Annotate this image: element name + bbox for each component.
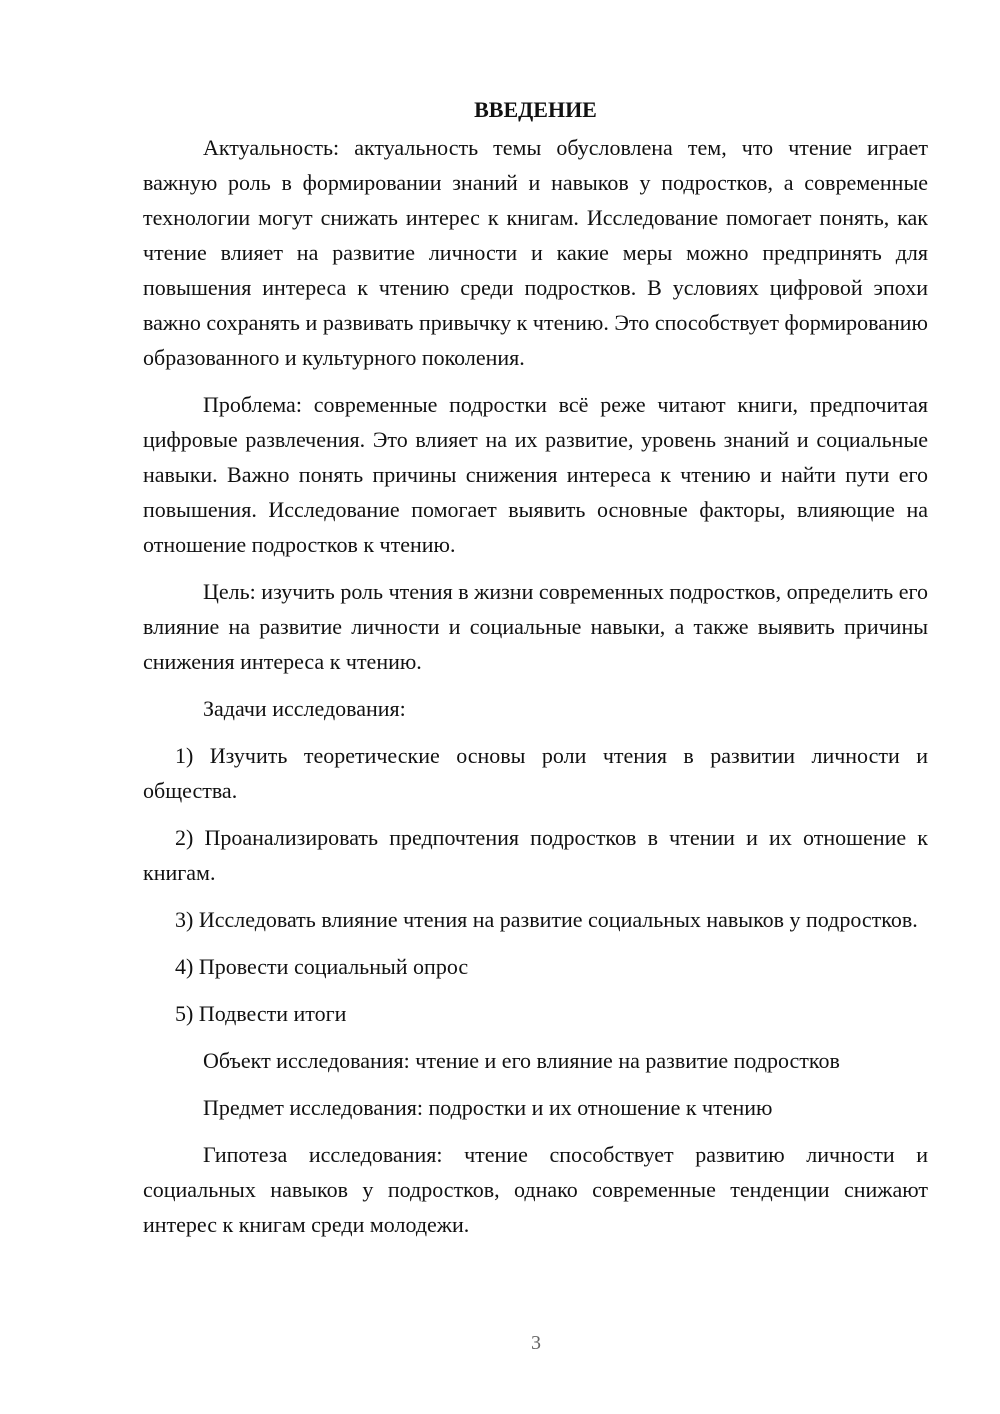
task-item-5: 5) Подвести итоги [175,1001,347,1026]
page-title: ВВЕДЕНИЕ [474,97,597,122]
document-page [143,90,928,1242]
task-item-4: 4) Провести социальный опрос [175,954,469,979]
subject-paragraph: Предмет исследования: подростки и их отношение к чтению [203,1095,773,1120]
relevance-paragraph: Актуальность: актуальность темы обусловлена тем, что чтение играет важную роль в формировании знаний и навыков у подростков, а современные технологии могут снижать интерес к книгам. Исследование помогает понять, как чтение влияет на развитие личности и какие меры можно предпринять для повышения интереса к чтению среди подростков. В условиях цифровой эпохи важно сохранять и развивать привычку к чтению. Это способствует формированию образованного и культурного поколения. [143,135,928,370]
task-item-1: 1) Изучить теоретические основы роли чтения в развитии личности и общества. [143,743,928,803]
hypothesis-paragraph: Гипотеза исследования: чтение способствует развитию личности и социальных навыков у подростков, однако современные тенденции снижают интерес к книгам среди молодежи. [143,1142,928,1237]
tasks-heading: Задачи исследования: [203,696,406,721]
goal-paragraph: Цель: изучить роль чтения в жизни современных подростков, определить его влияние на развитие личности и социальные навыки, а также выявить причины снижения интереса к чтению. [143,579,928,674]
problem-paragraph: Проблема: современные подростки всё реже читают книги, предпочитая цифровые развлечения. Это влияет на их развитие, уровень знаний и социальные навыки. Важно понять причины снижения интереса к чтению и найти пути его повышения. Исследование помогает выявить основные факторы, влияющие на отношение подростков к чтению. [143,392,928,557]
page-number: 3 [531,1332,541,1354]
object-paragraph: Объект исследования: чтение и его влияние на развитие подростков [203,1048,840,1073]
task-item-2: 2) Проанализировать предпочтения подростков в чтении и их отношение к книгам. [143,825,928,885]
task-item-3: 3) Исследовать влияние чтения на развитие социальных навыков у подростков. [175,907,918,932]
